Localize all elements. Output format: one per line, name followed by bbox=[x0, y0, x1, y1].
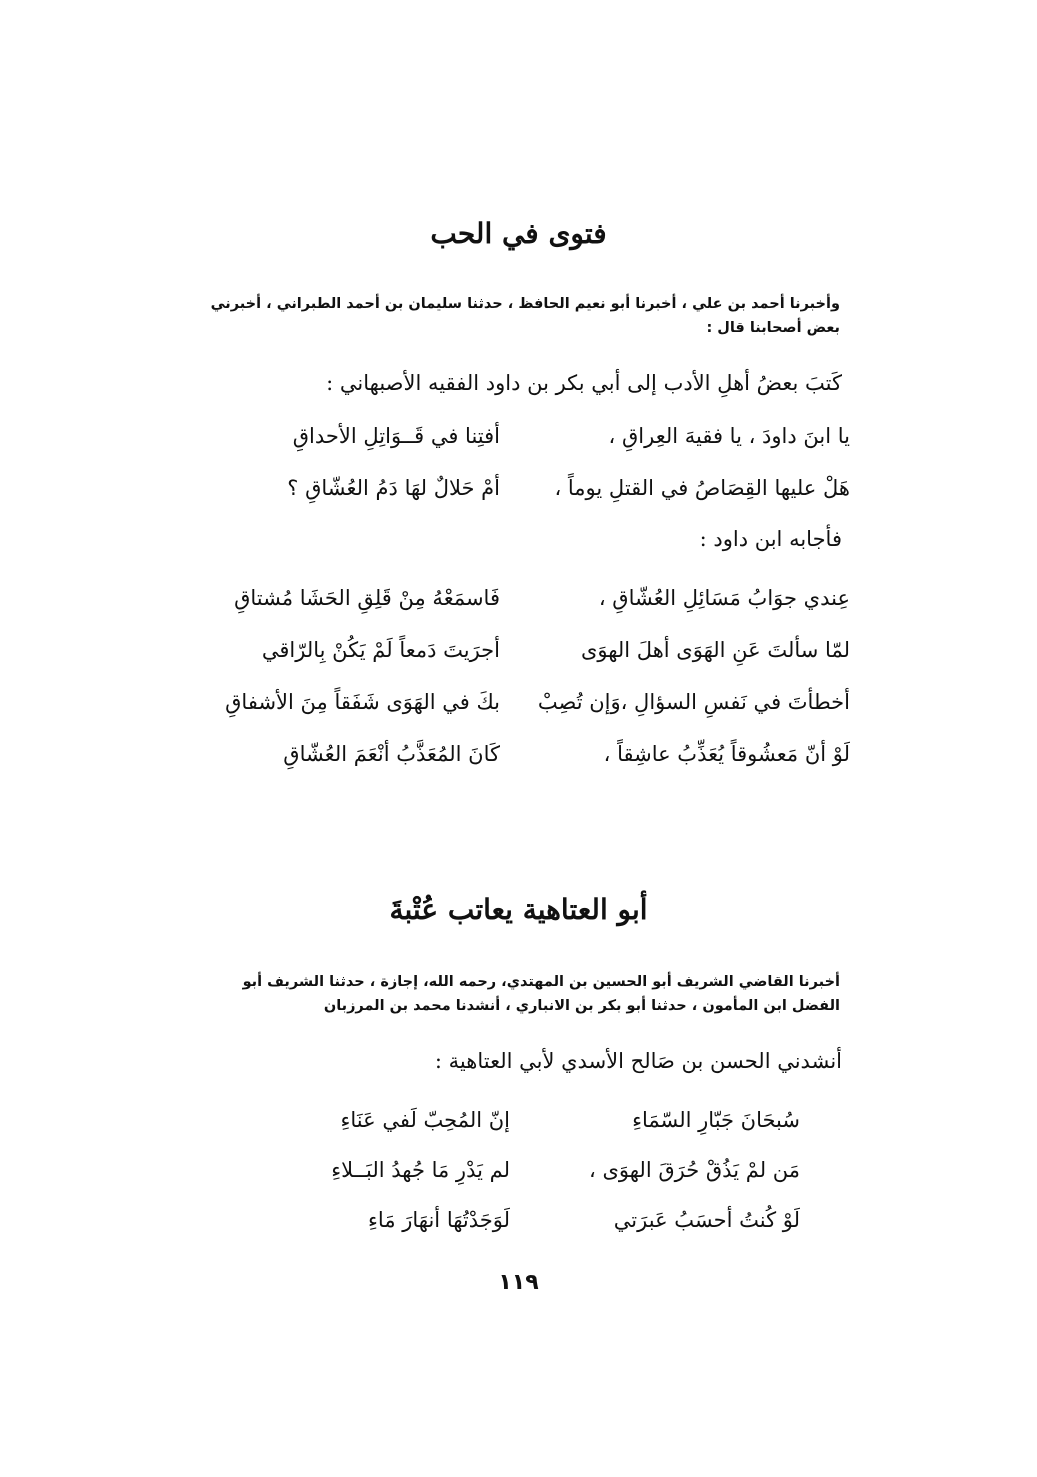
verse-line bbox=[180, 578, 850, 618]
verse-second-hemistich: بكَ في الهَوَى شَفَقاً مِنَ الأشفاقِ bbox=[225, 690, 500, 714]
section-2-title: أبو العتاهية يعاتب عُتْبةَ bbox=[389, 893, 648, 926]
verse-first-hemistich: يا ابنَ داودَ ، يا فقيهَ العِراقِ ، bbox=[608, 424, 850, 448]
verse-first-hemistich: أخطأتَ في نَفسِ السؤالِ ،وَإن تُصِبْ bbox=[537, 690, 850, 714]
verse-second-hemistich: لم يَدْرِ مَا جُهدُ البَــلاءِ bbox=[331, 1158, 510, 1182]
page-number: ١١٩ bbox=[498, 1270, 539, 1295]
verse-line bbox=[260, 1150, 800, 1190]
verse-first-hemistich: لمّا سألتَ عَنِ الهَوَى أهلَ الهوَى bbox=[580, 638, 850, 662]
answer-intro: فأجابه ابن داود : bbox=[699, 527, 842, 551]
section-1-title: فتوى في الحب bbox=[430, 217, 607, 250]
section-2-intro: أنشدني الحسن بن صَالح الأسدي لأبي العتاهية : bbox=[434, 1049, 842, 1073]
verse-first-hemistich: سُبحَانَ جَبّارِ السّمَاءِ bbox=[632, 1108, 800, 1132]
verse-second-hemistich: أمْ حَلالٌ لهَا دَمُ العُشّاقِ ؟ bbox=[287, 476, 500, 500]
verse-line bbox=[180, 630, 850, 670]
verse-first-hemistich: لَوْ أنّ مَعشُوقاً يُعَذِّبُ عاشِقاً ، bbox=[603, 742, 850, 766]
section-1-intro: كَتبَ بعضُ أهلِ الأدب إلى أبي بكر بن داود الفقيه الأصبهاني : bbox=[326, 371, 842, 395]
verse-line bbox=[260, 1100, 800, 1140]
verse-line bbox=[180, 416, 850, 456]
verse-line bbox=[180, 682, 850, 722]
verse-first-hemistich: هَلْ عليها القِصَاصُ في القتلِ يوماً ، bbox=[554, 476, 850, 500]
verse-first-hemistich: عِندي جوَابُ مَسَائِلِ العُشّاقِ ، bbox=[598, 586, 850, 610]
section-1-isnad: وأخبرنا أحمد بن علي ، أخبرنا أبو نعيم الحافظ ، حدثنا سليمان بن أحمد الطبراني ، أخبرني بعض أصحابنا قال : bbox=[210, 296, 840, 336]
verse-second-hemistich: كَانَ المُعَذَّبُ أنْعَمَ العُشّاقِ bbox=[283, 742, 500, 766]
verse-second-hemistich: لَوَجَدْتُهَا أنهَارَ مَاءِ bbox=[368, 1208, 510, 1232]
verse-second-hemistich: إنّ المُحِبّ لَفي عَنَاءِ bbox=[340, 1108, 510, 1132]
verse-second-hemistich: أجرَيتَ دَمعاً لَمْ يَكُنْ بِالرّاقي bbox=[261, 638, 500, 662]
verse-first-hemistich: لَوْ كُنتُ أحسَبُ عَبرَتي bbox=[613, 1208, 800, 1232]
section-2-isnad: أخبرنا القاضي الشريف أبو الحسين بن المهتدي، رحمه الله، إجازة ، حدثنا الشريف أبو الفضل ابن المأمون ، حدثنا أبو بكر بن الانباري ، أنشدنا محمد بن المرزبان bbox=[242, 974, 840, 1014]
verse-second-hemistich: أفتِنا في قَــوَاتِلِ الأحداقِ bbox=[292, 424, 500, 448]
verse-line bbox=[260, 1200, 800, 1240]
verse-line bbox=[180, 468, 850, 508]
verse-line bbox=[180, 734, 850, 774]
verse-second-hemistich: فَاسمَعْهُ مِنْ قَلِقِ الحَشَا مُشتاقِ bbox=[234, 586, 500, 610]
verse-first-hemistich: مَن لمْ يَذُقْ حُرَقَ الهوَى ، bbox=[589, 1158, 800, 1182]
